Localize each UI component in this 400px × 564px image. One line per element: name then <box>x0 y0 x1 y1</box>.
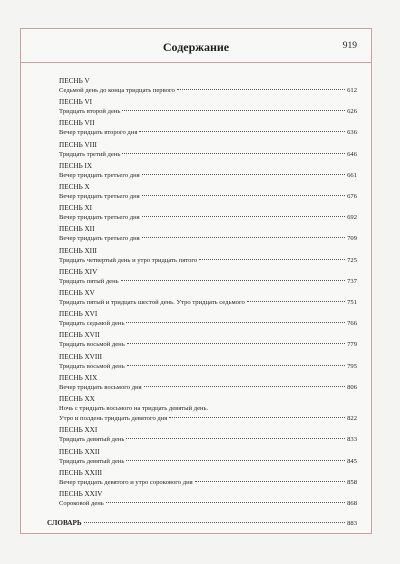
glossary-page: 883 <box>347 520 357 527</box>
entry-line <box>59 213 357 223</box>
toc-entry[interactable] <box>59 161 357 181</box>
song-heading: ПЕСНЬ VIII <box>59 140 97 149</box>
entry-page-number: 676 <box>347 193 357 201</box>
entry-line <box>59 234 357 244</box>
toc-entry[interactable] <box>59 352 357 372</box>
toc-entry[interactable] <box>59 394 357 424</box>
entry-page-number: 868 <box>347 500 357 508</box>
song-heading: ПЕСНЬ XII <box>59 225 95 234</box>
entry-description: Тридцать второй день <box>59 108 121 116</box>
entry-page-number: 806 <box>347 383 357 391</box>
toc-entry[interactable] <box>59 267 357 287</box>
entry-description: Тридцать четвертый день и утро тридцать пятого <box>59 256 198 264</box>
dot-leader <box>142 237 345 238</box>
entry-line <box>59 414 357 424</box>
entry-page-number: 612 <box>347 87 357 94</box>
entry-line <box>59 128 357 138</box>
page-header <box>21 29 371 63</box>
dot-leader <box>142 195 345 196</box>
dot-leader <box>126 322 345 323</box>
entry-page-number: 766 <box>347 320 357 328</box>
dot-leader <box>195 481 345 482</box>
entry-description: Тридцать пятый день <box>59 277 119 285</box>
page-number: 919 <box>342 41 357 51</box>
entry-line <box>59 362 357 372</box>
entry-page-number: 833 <box>347 436 357 444</box>
song-heading: ПЕСНЬ XI <box>59 204 93 213</box>
entry-description: Тридцать девятый день <box>59 436 125 444</box>
entry-description: Вечер тридцать второго дня <box>59 129 138 137</box>
entry-line <box>59 107 357 117</box>
entry-description: Седьмой день до конца тридцать первого <box>59 87 175 94</box>
dot-leader <box>127 343 345 344</box>
dot-leader <box>139 131 345 132</box>
entry-line <box>59 383 357 393</box>
entry-description: Вечер тридцать третьего дня <box>59 193 140 201</box>
toc-entry[interactable] <box>59 288 357 308</box>
toc-entry[interactable] <box>59 330 357 350</box>
entry-line <box>59 171 357 181</box>
song-heading: ПЕСНЬ XVIII <box>59 352 103 361</box>
entry-page-number: 709 <box>347 235 357 243</box>
entry-page-number: 779 <box>347 341 357 349</box>
entry-line <box>59 435 357 445</box>
song-heading: ПЕСНЬ XXIII <box>59 468 103 477</box>
song-heading: ПЕСНЬ X <box>59 183 90 192</box>
entry-line <box>59 256 357 266</box>
dot-leader <box>199 259 345 260</box>
toc-entry[interactable] <box>59 76 357 96</box>
dot-leader <box>247 301 345 302</box>
entry-page-number: 751 <box>347 299 357 307</box>
toc-entry[interactable] <box>59 425 357 445</box>
entry-line <box>59 192 357 202</box>
table-of-contents <box>59 75 357 509</box>
toc-entry[interactable] <box>59 203 357 223</box>
dot-leader <box>127 365 345 366</box>
dot-leader <box>177 89 345 90</box>
entry-line <box>59 298 357 308</box>
entry-page-number: 626 <box>347 108 357 116</box>
song-heading: ПЕСНЬ XV <box>59 289 95 298</box>
song-heading: ПЕСНЬ VII <box>59 119 95 128</box>
dot-leader <box>122 153 345 154</box>
song-heading: ПЕСНЬ IX <box>59 161 93 170</box>
entry-line <box>59 86 357 96</box>
song-heading: ПЕСНЬ XXI <box>59 426 98 435</box>
dot-leader <box>84 522 345 523</box>
song-heading: ПЕСНЬ XXIV <box>59 490 103 499</box>
toc-entry[interactable] <box>59 118 357 138</box>
toc-entry[interactable] <box>59 182 357 202</box>
entry-page-number: 692 <box>347 214 357 222</box>
dot-leader <box>142 216 345 217</box>
entry-page-number: 845 <box>347 457 357 465</box>
toc-entry[interactable] <box>59 246 357 266</box>
entry-description: Вечер тридцать восьмого дня <box>59 383 142 391</box>
glossary-label: СЛОВАРЬ <box>47 519 82 527</box>
entry-line <box>59 340 357 350</box>
entry-line <box>59 150 357 160</box>
entry-line <box>59 499 357 509</box>
entry-page-number: 725 <box>347 256 357 264</box>
song-heading: ПЕСНЬ XXII <box>59 447 100 456</box>
toc-entry[interactable] <box>59 97 357 117</box>
entry-description: Утро и полдень тридцать девятого дня <box>59 415 168 423</box>
glossary-entry[interactable] <box>47 519 357 527</box>
dot-leader <box>122 110 345 111</box>
entry-page-number: 737 <box>347 277 357 285</box>
song-heading: ПЕСНЬ XVII <box>59 331 100 340</box>
dot-leader <box>144 386 345 387</box>
song-heading: ПЕСНЬ XX <box>59 395 95 404</box>
entry-description: Тридцать восьмой день <box>59 362 125 370</box>
entry-line <box>59 457 357 467</box>
dot-leader <box>106 502 345 503</box>
dot-leader <box>126 438 345 439</box>
entry-page-number: 661 <box>347 171 357 179</box>
toc-entry[interactable] <box>59 468 357 488</box>
song-heading: ПЕСНЬ XIII <box>59 246 97 255</box>
song-heading: ПЕСНЬ VI <box>59 98 93 107</box>
toc-entry[interactable] <box>59 309 357 329</box>
song-heading: ПЕСНЬ V <box>59 77 90 85</box>
song-heading: ПЕСНЬ XVI <box>59 310 98 319</box>
dot-leader <box>142 174 345 175</box>
song-heading: ПЕСНЬ XIV <box>59 267 98 276</box>
entry-line <box>59 277 357 287</box>
entry-line <box>59 478 357 488</box>
entry-page-number: 636 <box>347 129 357 137</box>
dot-leader <box>169 417 345 418</box>
toc-entry[interactable] <box>59 447 357 467</box>
entry-page-number: 858 <box>347 478 357 486</box>
entry-description: Ночь с тридцать восьмого на тридцать девятый день. <box>59 405 209 413</box>
entry-description: Вечер тридцать третьего дня <box>59 171 140 179</box>
dot-leader <box>126 460 345 461</box>
entry-description: Тридцать седьмой день <box>59 320 125 328</box>
entry-description: Вечер тридцать третьего дня <box>59 214 140 222</box>
entry-page-number: 822 <box>347 415 357 423</box>
page-title: Содержание <box>162 40 230 54</box>
entry-page-number: 795 <box>347 362 357 370</box>
entry-description: Тридцать третий день <box>59 150 121 158</box>
entry-description: Вечер тридцать третьего дня <box>59 235 140 243</box>
toc-entry[interactable] <box>59 373 357 393</box>
entry-page-number: 646 <box>347 150 357 158</box>
entry-description: Тридцать пятый и тридцать шестой день. Утро тридцать седьмого <box>59 299 245 307</box>
toc-entry[interactable] <box>59 140 357 160</box>
toc-entry[interactable] <box>59 489 357 509</box>
entry-description: Тридцать восьмой день <box>59 341 125 349</box>
toc-entry[interactable] <box>59 224 357 244</box>
toc-page <box>20 28 372 534</box>
entry-description: Тридцать девятый день <box>59 457 125 465</box>
entry-description: Сороковой день <box>59 500 104 508</box>
entry-line <box>59 319 357 329</box>
entry-description: Вечер тридцать девятого и утро сорокового дня <box>59 478 193 486</box>
song-heading: ПЕСНЬ XIX <box>59 373 98 382</box>
dot-leader <box>121 280 345 281</box>
